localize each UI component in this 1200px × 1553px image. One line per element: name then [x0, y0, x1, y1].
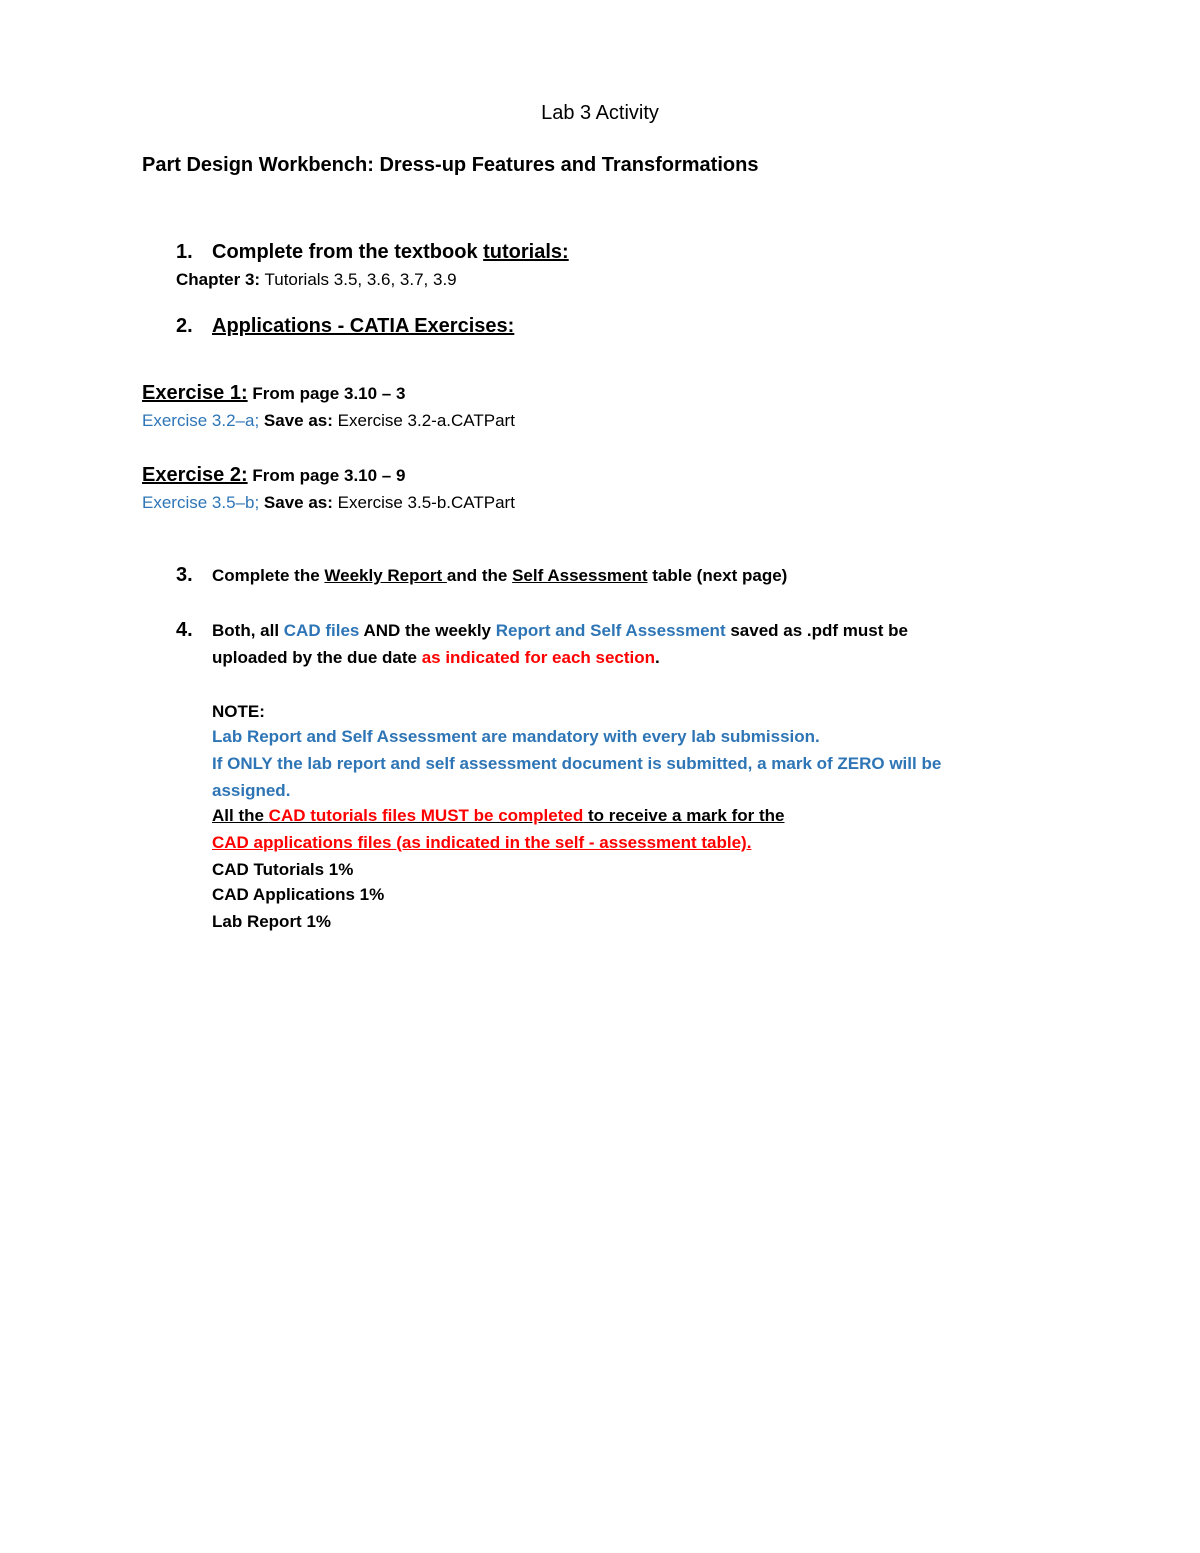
exercise-1-heading — [142, 381, 405, 406]
item-4-cad-files: CAD files — [283, 621, 360, 640]
item-4-part3: saved as .pdf must be — [725, 621, 908, 640]
item-3-part1: Complete the — [212, 566, 325, 585]
mark-lab-report: Lab Report 1% — [212, 912, 332, 931]
exercise-2-save-label: Save as: — [259, 493, 333, 512]
note-line-3: assigned. — [212, 781, 291, 800]
note-line-4 — [212, 804, 784, 828]
item-2-text: Applications - CATIA Exercises: — [212, 315, 515, 337]
item-1-number: 1. — [176, 241, 193, 263]
note-line-5: CAD applications files (as indicated in the self - assessment table). — [212, 833, 752, 852]
exercise-2-label: Exercise 2: — [142, 464, 248, 486]
item-1-tutorials: tutorials: — [483, 241, 569, 263]
mark-cad-tutorials: CAD Tutorials 1% — [212, 860, 354, 879]
item-3-part3: table (next page) — [647, 566, 788, 585]
note-line-1: Lab Report and Self Assessment are mandatory with every lab submission. — [212, 727, 820, 746]
exercise-1-code: Exercise 3.2–a; — [142, 411, 260, 430]
item-3-text — [212, 564, 787, 588]
item-3-weekly-report: Weekly Report — [324, 566, 447, 585]
exercise-1-label: Exercise 1: — [142, 382, 248, 404]
item-4-part1: Both, all — [212, 621, 284, 640]
item-4-number: 4. — [176, 619, 193, 641]
item-1-prefix: Complete from the textbook — [212, 241, 484, 263]
exercise-2-code: Exercise 3.5–b; — [142, 493, 260, 512]
note-label: NOTE: — [212, 702, 265, 721]
item-4-line-2 — [212, 646, 660, 670]
item-4-line2-end: . — [655, 648, 660, 667]
chapter-line — [176, 268, 457, 292]
exercise-2-save-file: Exercise 3.5-b.CATPart — [332, 493, 515, 512]
item-3-number: 3. — [176, 564, 193, 586]
exercise-1-from: From page 3.10 – 3 — [247, 384, 406, 403]
item-4-report-sa: Report and Self Assessment — [495, 621, 726, 640]
mark-cad-applications: CAD Applications 1% — [212, 885, 385, 904]
item-4-part2: AND the weekly — [359, 621, 496, 640]
item-4-line2-red: as indicated for each section — [421, 648, 656, 667]
item-3-self-assessment: Self Assessment — [512, 566, 648, 585]
exercise-1-save-label: Save as: — [259, 411, 333, 430]
document-subtitle: Part Design Workbench: Dress-up Features and Transformations — [142, 154, 759, 176]
exercise-2-from: From page 3.10 – 9 — [247, 466, 406, 485]
document-title: Lab 3 Activity — [541, 102, 659, 124]
note-line-2: If ONLY the lab report and self assessment document is submitted, a mark of ZERO will be — [212, 754, 942, 773]
item-2-number: 2. — [176, 315, 193, 337]
item-3-part2: and the — [446, 566, 513, 585]
note-line4-part1: All the — [212, 806, 269, 825]
note-line4-part2: to receive a mark for the — [583, 806, 785, 825]
chapter-label: Chapter 3: — [176, 270, 261, 289]
exercise-1-detail — [142, 409, 515, 433]
note-line4-red: CAD tutorials files MUST be completed — [268, 806, 584, 825]
item-4-line2-part1: uploaded by the due date — [212, 648, 422, 667]
exercise-1-save-file: Exercise 3.2-a.CATPart — [332, 411, 515, 430]
exercise-2-heading — [142, 463, 405, 488]
item-1-text — [212, 240, 569, 264]
chapter-text: Tutorials 3.5, 3.6, 3.7, 3.9 — [260, 270, 457, 289]
item-4-line-1 — [212, 619, 908, 643]
exercise-2-detail — [142, 491, 515, 515]
